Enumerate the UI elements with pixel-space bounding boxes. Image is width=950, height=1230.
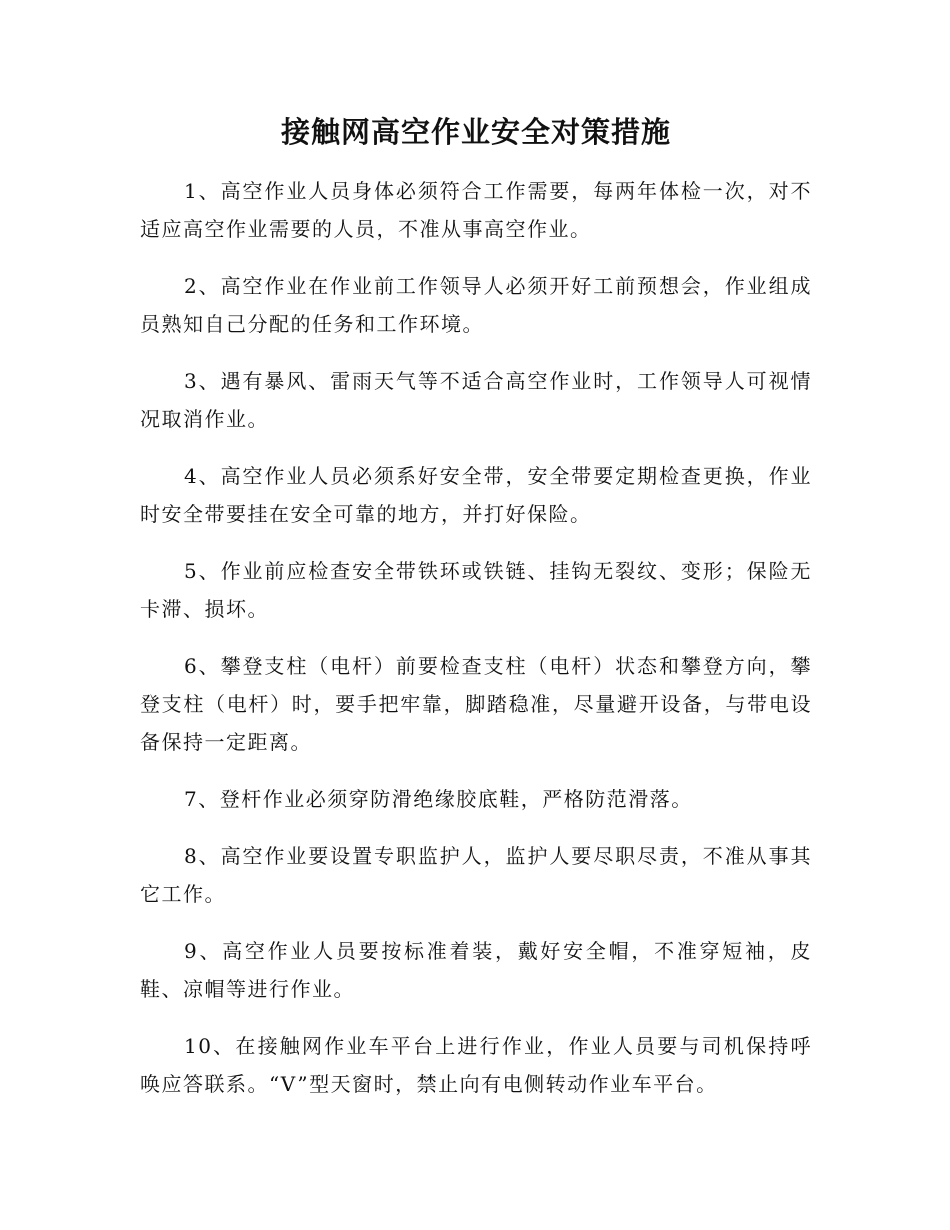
paragraph-3: 3、遇有暴风、雷雨天气等不适合高空作业时，工作领导人可视情况取消作业。 bbox=[140, 369, 812, 431]
paragraph-2: 2、高空作业在作业前工作领导人必须开好工前预想会，作业组成员熟知自己分配的任务和工作环境。 bbox=[140, 274, 812, 336]
paragraph-6: 6、攀登支柱（电杆）前要检查支柱（电杆）状态和攀登方向，攀登支柱（电杆）时，要手把牢靠，脚踏稳准，尽量避开设备，与带电设备保持一定距离。 bbox=[140, 654, 812, 754]
paragraph-4: 4、高空作业人员必须系好安全带，安全带要定期检查更换，作业时安全带要挂在安全可靠的地方，并打好保险。 bbox=[140, 464, 812, 526]
paragraph-10: 10、在接触网作业车平台上进行作业，作业人员要与司机保持呼唤应答联系。“V”型天窗时，禁止向有电侧转动作业车平台。 bbox=[140, 1034, 812, 1096]
paragraph-9: 9、高空作业人员要按标准着装，戴好安全帽，不准穿短袖，皮鞋、凉帽等进行作业。 bbox=[140, 939, 812, 1001]
paragraph-8: 8、高空作业要设置专职监护人，监护人要尽职尽责，不准从事其它工作。 bbox=[140, 844, 812, 906]
paragraph-7: 7、登杆作业必须穿防滑绝缘胶底鞋，严格防范滑落。 bbox=[184, 787, 693, 811]
document-title: 接触网高空作业安全对策措施 bbox=[280, 115, 671, 149]
paragraph-1: 1、高空作业人员身体必须符合工作需要，每两年体检一次，对不适应高空作业需要的人员，不准从事高空作业。 bbox=[140, 179, 812, 241]
paragraph-5: 5、作业前应检查安全带铁环或铁链、挂钩无裂纹、变形；保险无卡滞、损坏。 bbox=[140, 559, 812, 621]
